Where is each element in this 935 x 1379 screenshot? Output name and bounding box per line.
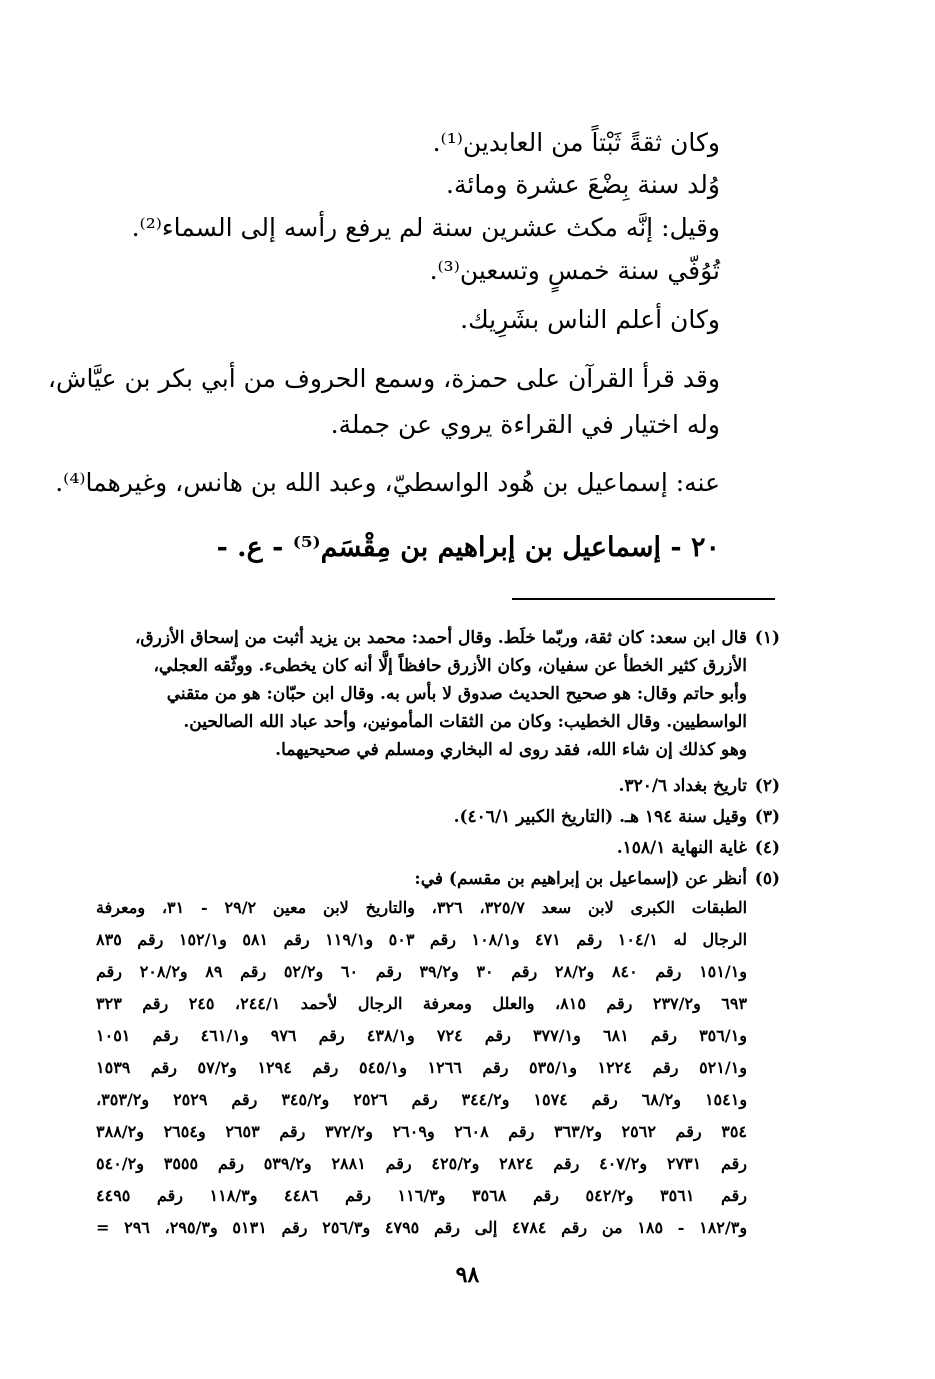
footnote-5-line-11: رقم ٣٥٦١ و٥٤٢/٢ رقم ٣٥٦٨ و١١٦/٣ رقم ٤٤٨٦ و١١٨/٣ رقم ٤٤٩٥ xyxy=(96,1186,747,1205)
body-line-5: وكان أعلم الناس بشَرِيك. xyxy=(460,305,720,334)
entry-heading: ٢٠ - إسماعيل بن إبراهيم بن مِقْسَم⁽⁵⁾ - ع. - xyxy=(216,532,720,563)
footnote-5-line-2: الطبقات الكبرى لابن سعد ٣٢٥/٧، ٣٢٦، والتاريخ لابن معين ٢٩/٢ - ٣١، ومعرفة xyxy=(96,898,748,917)
footnote-1-line-2: الأزرق كثير الخطأ عن سفيان، وكان الأزرق حافظاً إلَّا أنه كان يخطىء. ووثّقه العجلي، xyxy=(153,656,747,676)
body-line-1: وكان ثقةً ثَبْتاً من العابدين⁽¹⁾. xyxy=(432,128,720,157)
footnote-5-line-3: الرجال له ١٠٤/١ رقم ٤٧١ و١٠٨/١ رقم ٥٠٣ و١١٩/١ رقم ٥٨١ و١٥٢/١ رقم ٨٣٥ xyxy=(96,930,748,949)
footnote-5-line-4: و١٥١/١ رقم ٨٤٠ و٢٨/٢ رقم ٣٠ و٣٩/٢ رقم ٦٠ و٥٢/٢ رقم ٨٩ و٢٠٨/٢ رقم xyxy=(96,962,748,981)
footnote-5-line-5: ٦٩٣ و٢٣٧/٢ رقم ٨١٥، والعلل ومعرفة الرجال لأحمد ٢٤٤/١، ٢٤٥ رقم ٣٢٣ xyxy=(96,994,748,1013)
footnote-5-line-12: و١٨٢/٣ - ١٨٥ من رقم ٤٧٨٤ إلى رقم ٤٧٩٥ و٢٥٦/٣ رقم ٥١٣١ و٢٩٥/٣، ٢٩٦ = xyxy=(96,1218,748,1237)
footnote-5-line-6: و٣٥٦/١ رقم ٦٨١ و٣٧٧/١ رقم ٧٢٤ و٤٣٨/١ رقم ٩٧٦ و٤٦١/١ رقم ١٠٥١ xyxy=(96,1026,748,1045)
footnote-3-text: وقيل سنة ١٩٤ هـ. (التاريخ الكبير ٤٠٦/١). xyxy=(453,807,747,827)
footnote-separator xyxy=(512,598,775,600)
body-line-2: وُلد سنة بِضْعَ عشرة ومائة. xyxy=(446,170,720,199)
page-number: ٩٨ xyxy=(455,1262,480,1288)
body-line-8: عنه: إسماعيل بن هُود الواسطيّ، وعبد الله بن هانس، وغيرهما⁽⁴⁾. xyxy=(55,468,720,497)
footnote-4-text: غاية النهاية ١٥٨/١. xyxy=(616,838,747,858)
footnote-5-number: (٥) xyxy=(754,869,780,889)
body-line-6: وقد قرأ القرآن على حمزة، وسمع الحروف من أبي بكر بن عيَّاش، xyxy=(47,364,720,393)
footnote-5-line-8: و١٥٤١ و٦٨/٢ رقم ١٥٧٤ و٣٤٤/٢ رقم ٢٥٢٦ و٣٤٥/٢ رقم ٢٥٢٩ و٣٥٣/٢، xyxy=(96,1090,748,1109)
footnote-5-line-10: رقم ٢٧٣١ و٤٠٧/٢ رقم ٢٨٢٤ و٤٢٥/٢ رقم ٢٨٨١ و٥٣٩/٢ رقم ٣٥٥٥ و٥٤٠/٢ xyxy=(96,1154,748,1173)
body-line-7: وله اختيار في القراءة يروي عن جملة. xyxy=(330,410,720,439)
footnote-2-number: (٢) xyxy=(754,776,780,796)
footnote-3-number: (٣) xyxy=(754,807,780,827)
body-line-3: وقيل: إنَّه مكث عشرين سنة لم يرفع رأسه إلى السماء⁽²⁾. xyxy=(131,213,720,242)
footnote-5-line-1: أنظر عن (إسماعيل بن إبراهيم بن مقسم) في: xyxy=(414,869,747,889)
footnote-4-number: (٤) xyxy=(754,838,780,858)
footnote-5-line-9: ٣٥٤ رقم ٢٥٦٢ و٣٦٣/٢ رقم ٢٦٠٨ و٢٦٠٩ و٣٧٢/٢ رقم ٢٦٥٣ و٢٦٥٤ و٣٨٨/٢ xyxy=(96,1122,747,1141)
footnote-1-line-4: الواسطيين. وقال الخطيب: وكان من الثقات المأمونين، وأحد عباد الله الصالحين. xyxy=(183,712,747,732)
footnote-1-line-3: وأبو حاتم وقال: هو صحيح الحديث صدوق لا بأس به. وقال ابن حبّان: هو من متقني xyxy=(166,684,747,704)
footnote-1-number: (١) xyxy=(754,628,780,648)
footnote-1-line-5: وهو كذلك إن شاء الله، فقد روى له البخاري ومسلم في صحيحيهما. xyxy=(275,740,747,760)
body-line-4: تُوُفّي سنة خمسٍ وتسعين⁽³⁾. xyxy=(429,256,720,285)
footnote-5-line-7: و٥٢١/١ رقم ١٢٢٤ و٥٣٥/١ رقم ١٢٦٦ و٥٤٥/١ رقم ١٢٩٤ و٥٧/٢ رقم ١٥٣٩ xyxy=(96,1058,748,1077)
footnote-1-line-1: قال ابن سعد: كان ثقة، وربّما خلَط. وقال أحمد: محمد بن يزيد أثبت من إسحاق الأزرق، xyxy=(134,628,747,648)
footnote-2-text: تاريخ بغداد ٣٢٠/٦. xyxy=(618,776,747,796)
